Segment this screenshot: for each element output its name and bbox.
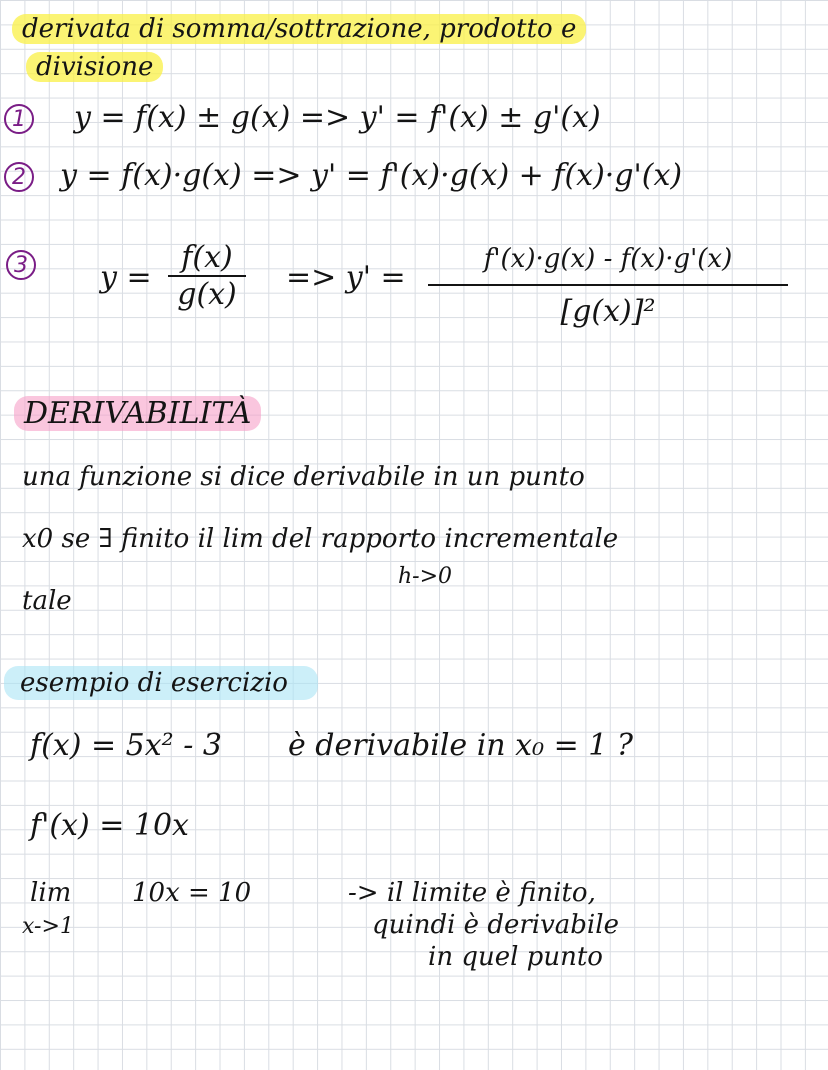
derivability-line-3: tale bbox=[22, 586, 72, 616]
rule-3-rhs-fraction bbox=[428, 244, 788, 329]
rule-3-lhs-fraction bbox=[168, 240, 246, 312]
derivability-heading-row bbox=[14, 396, 261, 431]
rule-2-number: 2 bbox=[4, 162, 34, 192]
derivability-limit-sub: h->0 bbox=[398, 564, 453, 589]
rule-3-number: 3 bbox=[6, 250, 36, 280]
fraction-bar bbox=[428, 284, 788, 286]
rule-3-rhs-denominator: [g(x)]² bbox=[560, 294, 656, 329]
rule-3-lhs-denominator: g(x) bbox=[177, 277, 237, 312]
rule-3-lhs-numerator: f(x) bbox=[181, 240, 233, 275]
example-conclusion-3: in quel punto bbox=[428, 942, 603, 972]
title-highlight: derivata di somma/sottrazione, prodotto e bbox=[12, 14, 586, 44]
example-lim-word: lim bbox=[30, 878, 72, 908]
title-line-1 bbox=[12, 14, 586, 44]
rule-2-formula: y = f(x)·g(x) => y' = f'(x)·g(x) + f(x)·g'(x) bbox=[60, 158, 683, 193]
rule-3-arrow: => y' = bbox=[286, 260, 406, 295]
example-lim-expression: 10x = 10 bbox=[132, 878, 252, 908]
example-conclusion-2: quindi è derivabile bbox=[372, 910, 619, 940]
rule-3-rhs-numerator: f'(x)·g(x) - f(x)·g'(x) bbox=[483, 244, 733, 274]
example-question: è derivabile in x₀ = 1 ? bbox=[288, 728, 634, 763]
derivability-line-1: una funzione si dice derivabile in un punto bbox=[22, 462, 585, 492]
example-heading-row bbox=[4, 668, 318, 698]
derivability-line-2: x0 se ∃ finito il lim del rapporto incrementale bbox=[22, 524, 619, 554]
rule-3-lhs: y = bbox=[100, 260, 152, 295]
example-conclusion-1: -> il limite è finito, bbox=[348, 878, 596, 908]
example-derivative: f'(x) = 10x bbox=[30, 808, 189, 843]
title-highlight-2: divisione bbox=[26, 52, 163, 82]
derivability-heading: DERIVABILITÀ bbox=[14, 396, 261, 431]
example-lim-sub: x->1 bbox=[22, 914, 74, 939]
title-line-2 bbox=[26, 52, 163, 82]
rule-1-number: 1 bbox=[4, 104, 34, 134]
rule-1-formula: y = f(x) ± g(x) => y' = f'(x) ± g'(x) bbox=[74, 100, 601, 135]
example-function: f(x) = 5x² - 3 bbox=[30, 728, 222, 763]
example-heading: esempio di esercizio bbox=[4, 666, 318, 700]
